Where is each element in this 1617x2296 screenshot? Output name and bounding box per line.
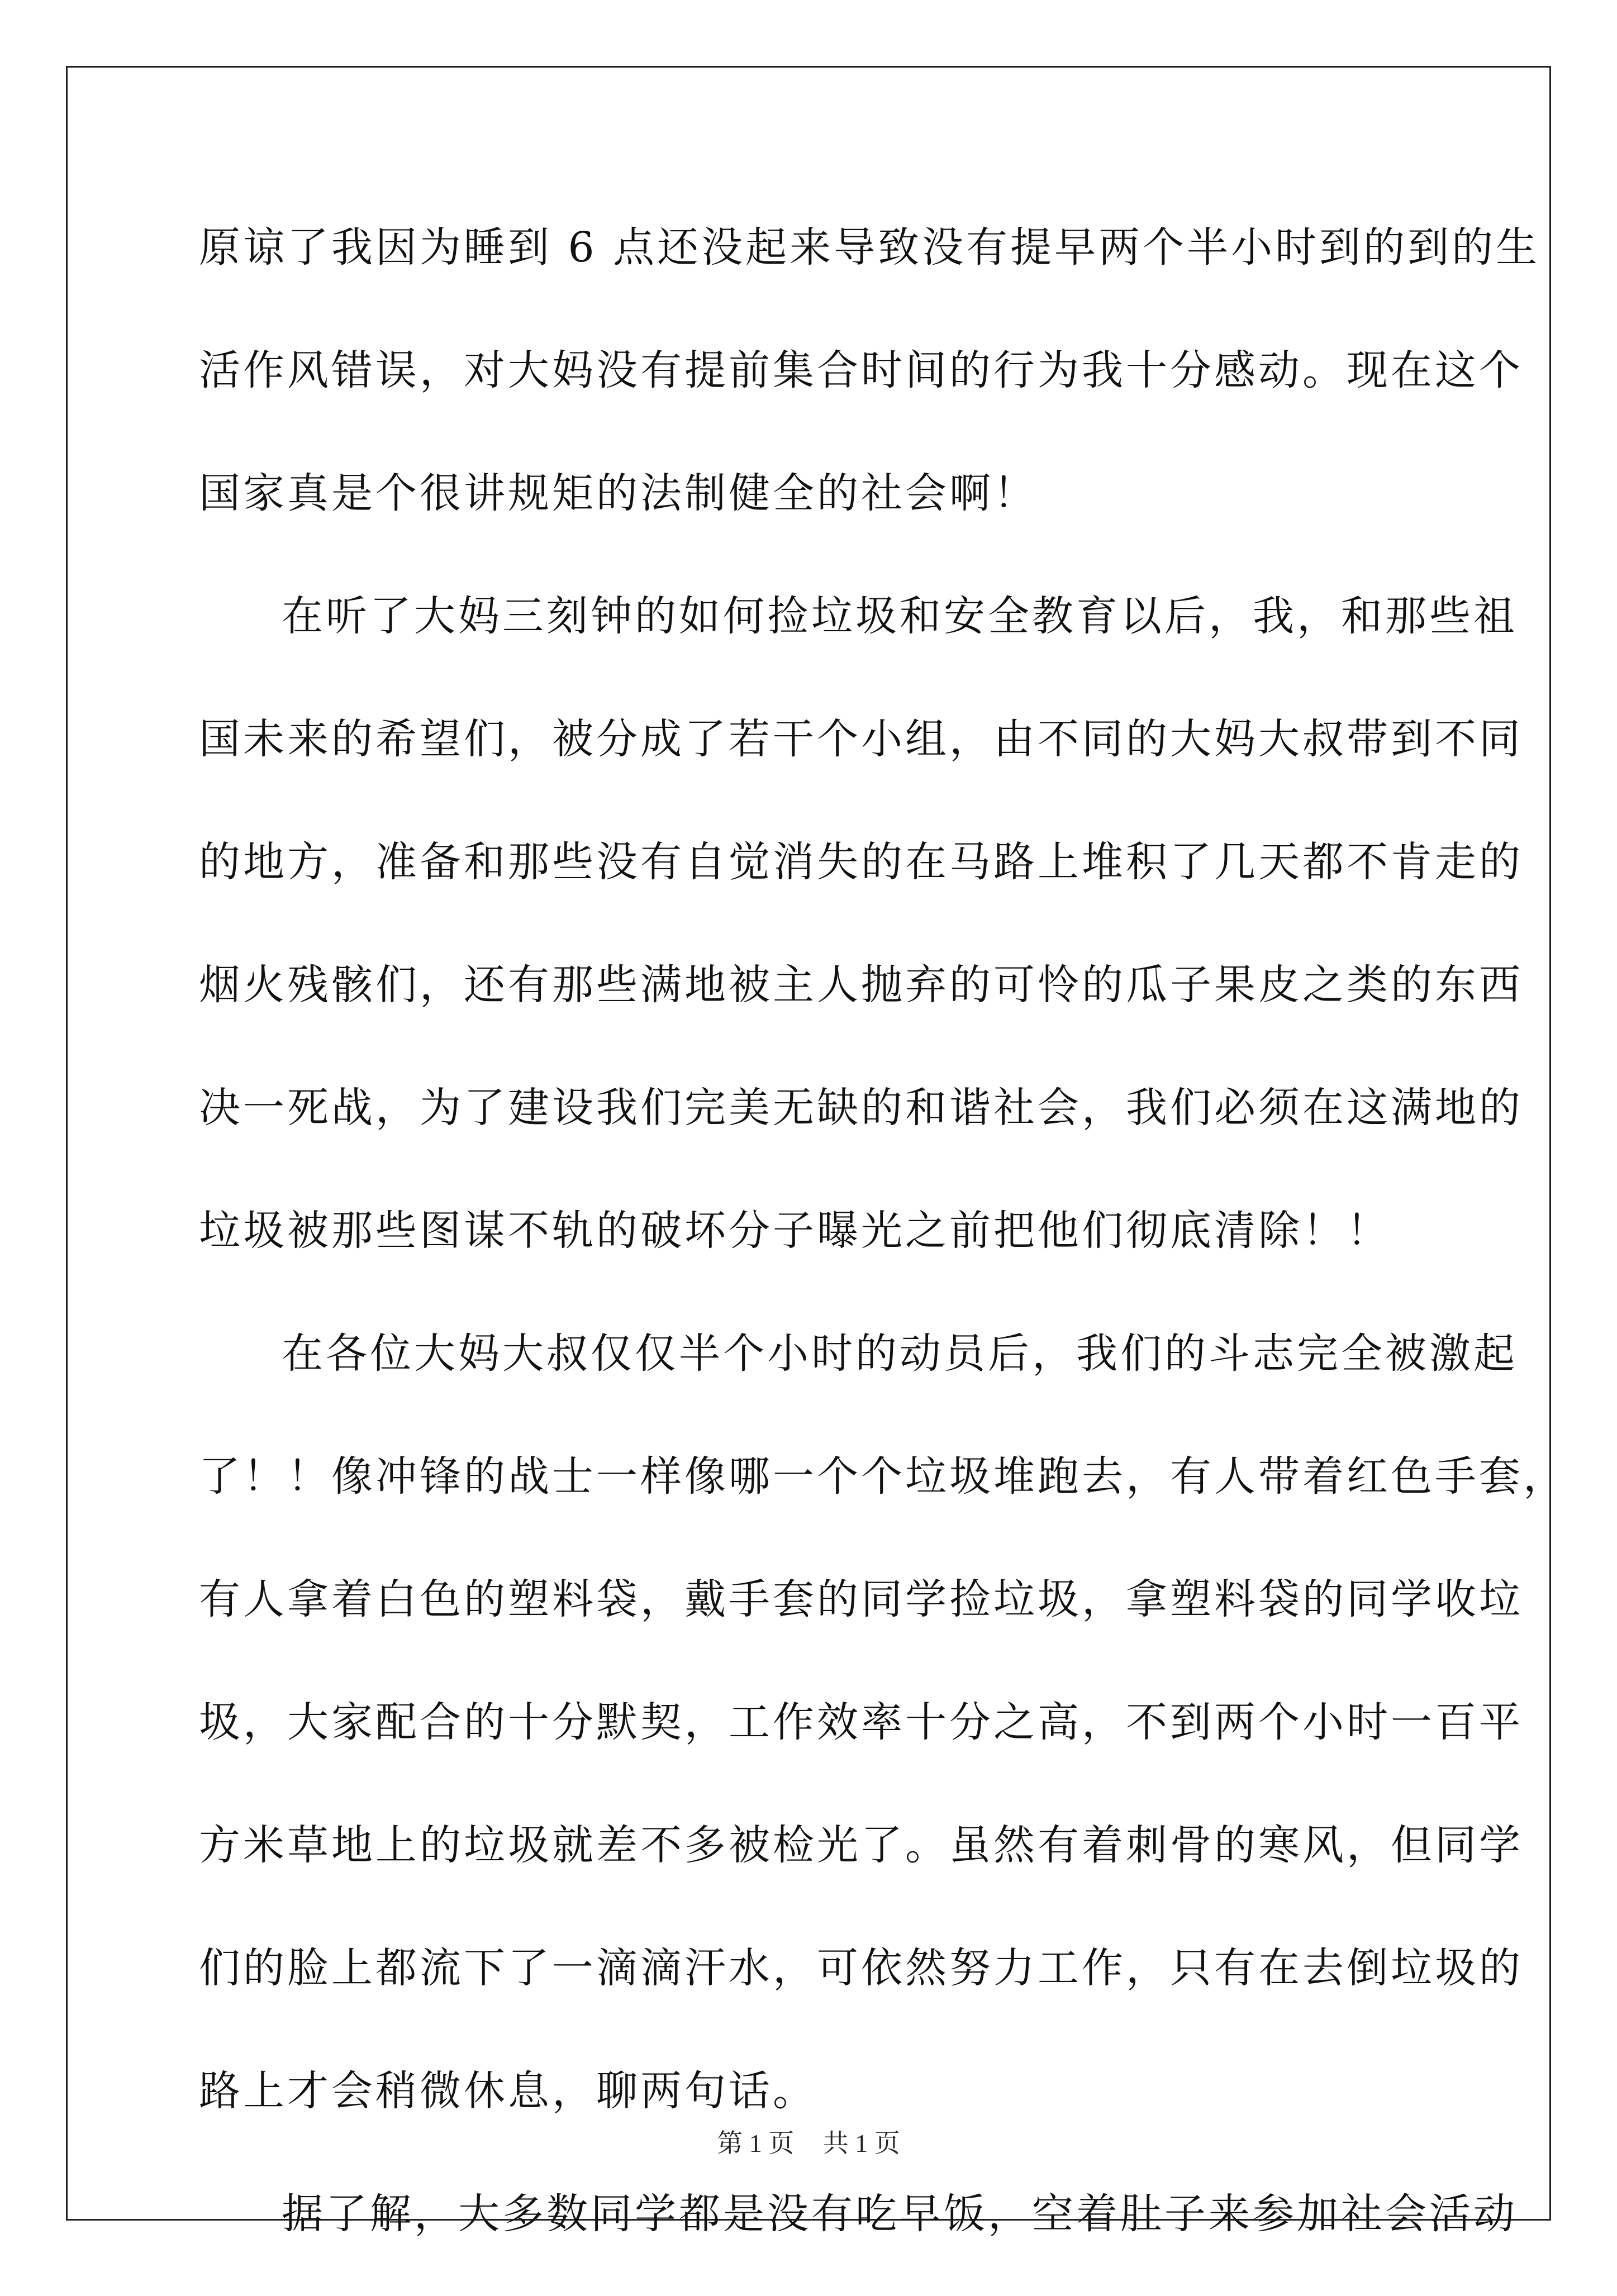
text-line: 方米草地上的垃圾就差不多被检光了。虽然有着刺骨的寒风，但同学: [199, 1821, 1523, 1869]
page-number-current: 第 1 页: [717, 2129, 795, 2157]
text-line: 有人拿着白色的塑料袋，戴手套的同学捡垃圾，拿塑料袋的同学收垃: [199, 1575, 1523, 1623]
text-line: 国未来的希望们，被分成了若干个小组，由不同的大妈大叔带到不同: [199, 715, 1523, 763]
page-footer: [0, 2123, 1617, 2160]
text-line: 路上才会稍微休息，聊两句话。: [199, 2067, 817, 2115]
text-line: 了！！像冲锋的战士一样像哪一个个垃圾堆跑去，有人带着红色手套，: [199, 1452, 1567, 1501]
text-line: 的地方，准备和那些没有自觉消失的在马路上堆积了几天都不肯走的: [199, 838, 1523, 886]
text-line: 垃圾被那些图谋不轨的破坏分子曝光之前把他们彻底清除！！: [199, 1207, 1391, 1255]
page-number-total: 共 1 页: [822, 2129, 900, 2157]
text-line: 原谅了我因为睡到 6 点还没起来导致没有提早两个半小时到的到的生: [199, 223, 1540, 271]
document-body: [199, 207, 1567, 2296]
text-line: 烟火残骸们，还有那些满地被主人抛弃的可怜的瓜子果皮之类的东西: [199, 961, 1523, 1009]
text-line: 决一死战，为了建设我们完美无缺的和谐社会，我们必须在这满地的: [199, 1084, 1523, 1132]
paragraph-start-line: 在各位大妈大叔仅仅半个小时的动员后，我们的斗志完全被激起: [282, 1330, 1518, 1378]
paragraph-start-line: 在听了大妈三刻钟的如何捡垃圾和安全教育以后，我，和那些祖: [282, 592, 1518, 640]
text-line: 活作风错误，对大妈没有提前集合时间的行为我十分感动。现在这个: [199, 346, 1523, 394]
text-line: 国家真是个很讲规矩的法制健全的社会啊！: [199, 469, 1038, 517]
text-line: 们的脸上都流下了一滴滴汗水，可依然努力工作，只有在去倒垃圾的: [199, 1944, 1523, 1992]
text-line: 圾，大家配合的十分默契，工作效率十分之高，不到两个小时一百平: [199, 1698, 1523, 1746]
paragraph-start-line: 据了解，大多数同学都是没有吃早饭，空着肚子来参加社会活动: [282, 2190, 1518, 2238]
